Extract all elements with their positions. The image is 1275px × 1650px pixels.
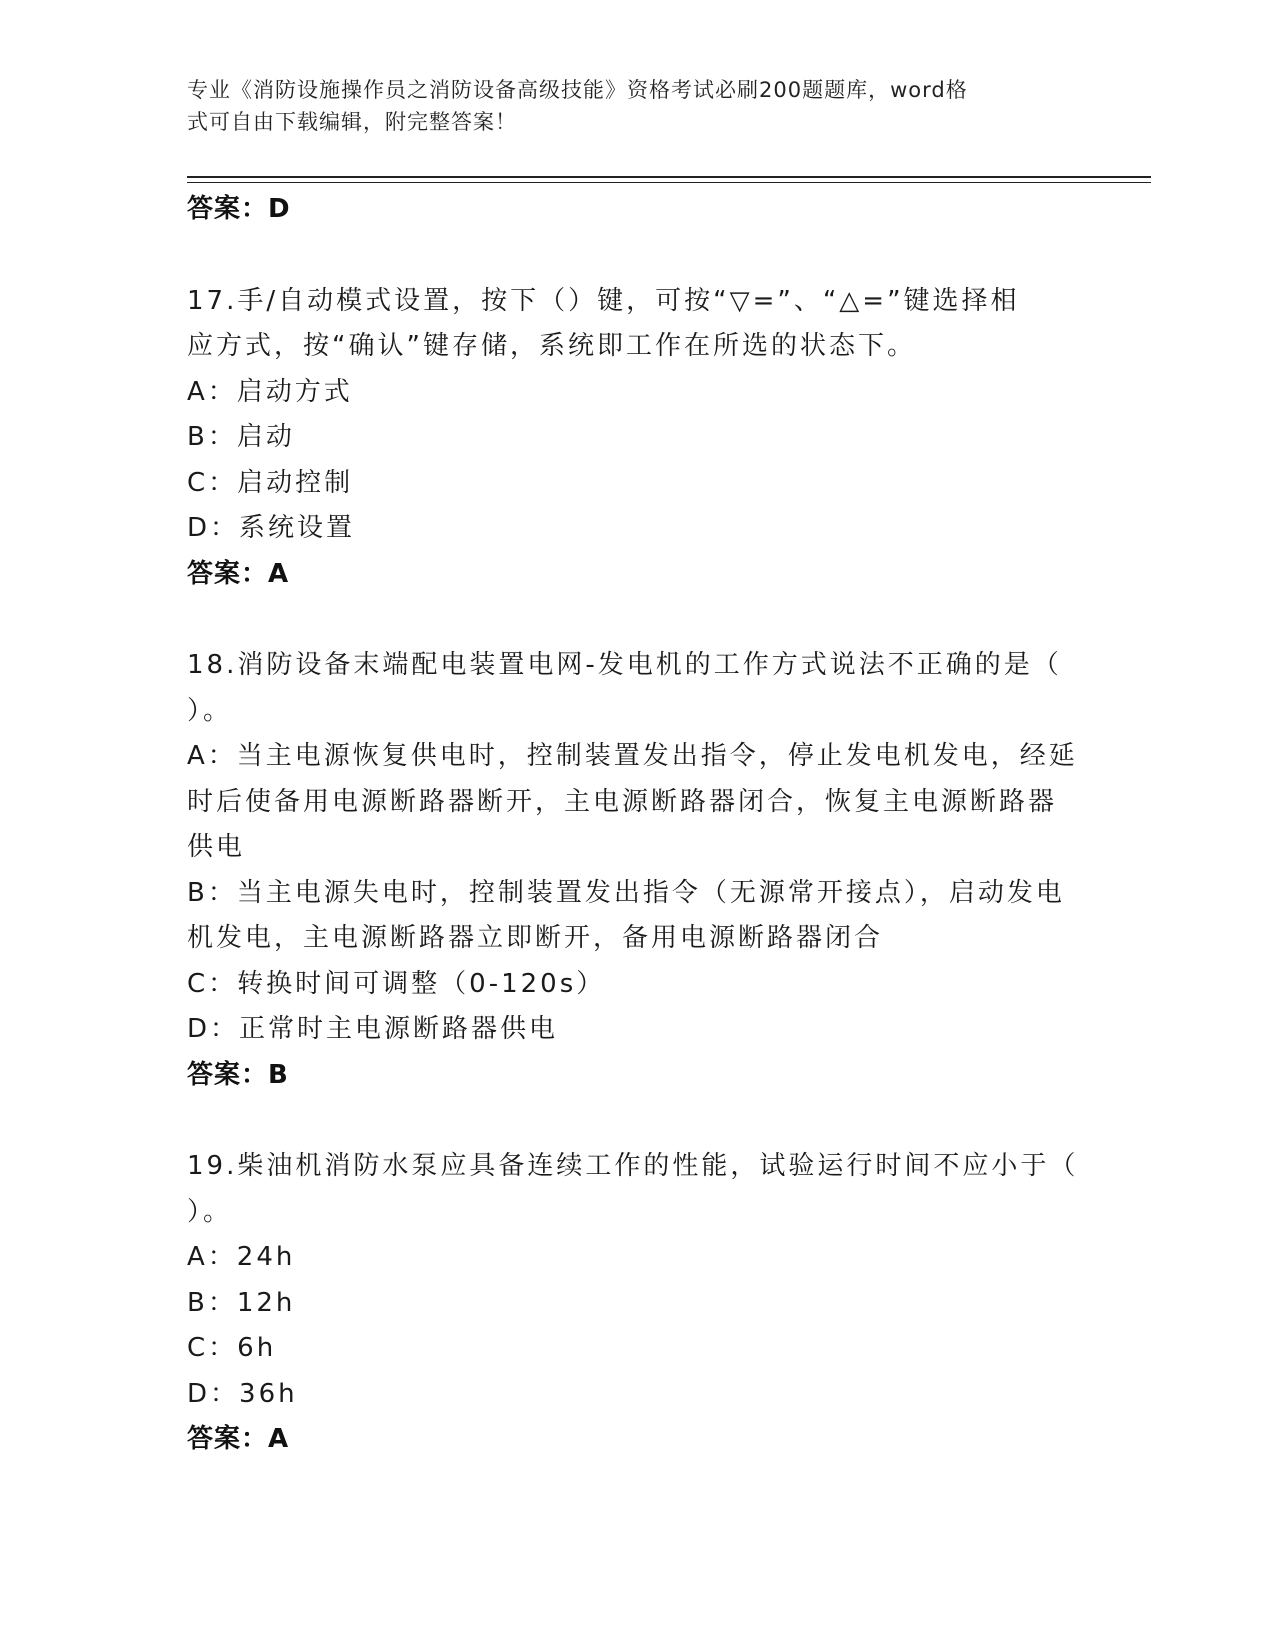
header-line-1: 专业《消防设施操作员之消防设备高级技能》资格考试必刷200题题库，word格 [187, 78, 968, 102]
option-d: D：正常时主电源断路器供电 [187, 1014, 559, 1044]
question-stem: 应方式，按“确认”键存储，系统即工作在所选的状态下。 [187, 331, 916, 361]
question-stem: 18.消防设备末端配电装置电网-发电机的工作方式说法不正确的是（ [187, 650, 1062, 680]
question-block [187, 279, 1087, 598]
header-divider-thin [187, 182, 1151, 183]
question-block [187, 643, 1087, 1098]
question-stem: ）。 [187, 695, 233, 726]
question-stem: ）。 [187, 1196, 233, 1227]
answer-label: 答案：B [187, 1059, 289, 1090]
header-line-2: 式可自由下载编辑，附完整答案！ [187, 110, 517, 134]
spacer [187, 597, 1087, 643]
question-stem: 17.手/自动模式设置，按下（）键，可按“▽=”、“△=”键选择相 [187, 285, 1020, 316]
option-a: A：24h [187, 1242, 296, 1272]
question-block [187, 1144, 1087, 1463]
spacer [187, 1098, 1087, 1144]
option-b-continued: 机发电，主电源断路器立即断开，备用电源断路器闭合 [187, 923, 884, 953]
option-b: B：启动 [187, 422, 295, 452]
answer-label: 答案：A [187, 1424, 290, 1454]
page-header [187, 74, 1067, 138]
option-b: B：当主电源失电时，控制装置发出指令（无源常开接点），启动发电 [187, 877, 1065, 908]
option-a-continued: 时后使备用电源断路器断开，主电源断路器闭合，恢复主电源断路器 [187, 786, 1058, 817]
previous-answer: 答案：D [187, 194, 291, 224]
question-stem: 19.柴油机消防水泵应具备连续工作的性能，试验运行时间不应小于（ [187, 1151, 1079, 1181]
option-a-continued: 供电 [187, 832, 246, 862]
option-a: A：启动方式 [187, 376, 353, 407]
option-c: C：6h [187, 1333, 277, 1363]
question-content [187, 187, 1087, 1463]
option-a: A：当主电源恢复供电时，控制装置发出指令，停止发电机发电，经延 [187, 741, 1078, 771]
spacer [187, 233, 1087, 279]
header-divider-thick [187, 176, 1151, 178]
option-c: C：启动控制 [187, 467, 354, 498]
option-d: D：36h [187, 1378, 298, 1409]
option-b: B：12h [187, 1287, 296, 1318]
option-d: D：系统设置 [187, 513, 356, 543]
option-c: C：转换时间可调整（0-120s） [187, 968, 606, 999]
answer-label: 答案：A [187, 558, 290, 589]
